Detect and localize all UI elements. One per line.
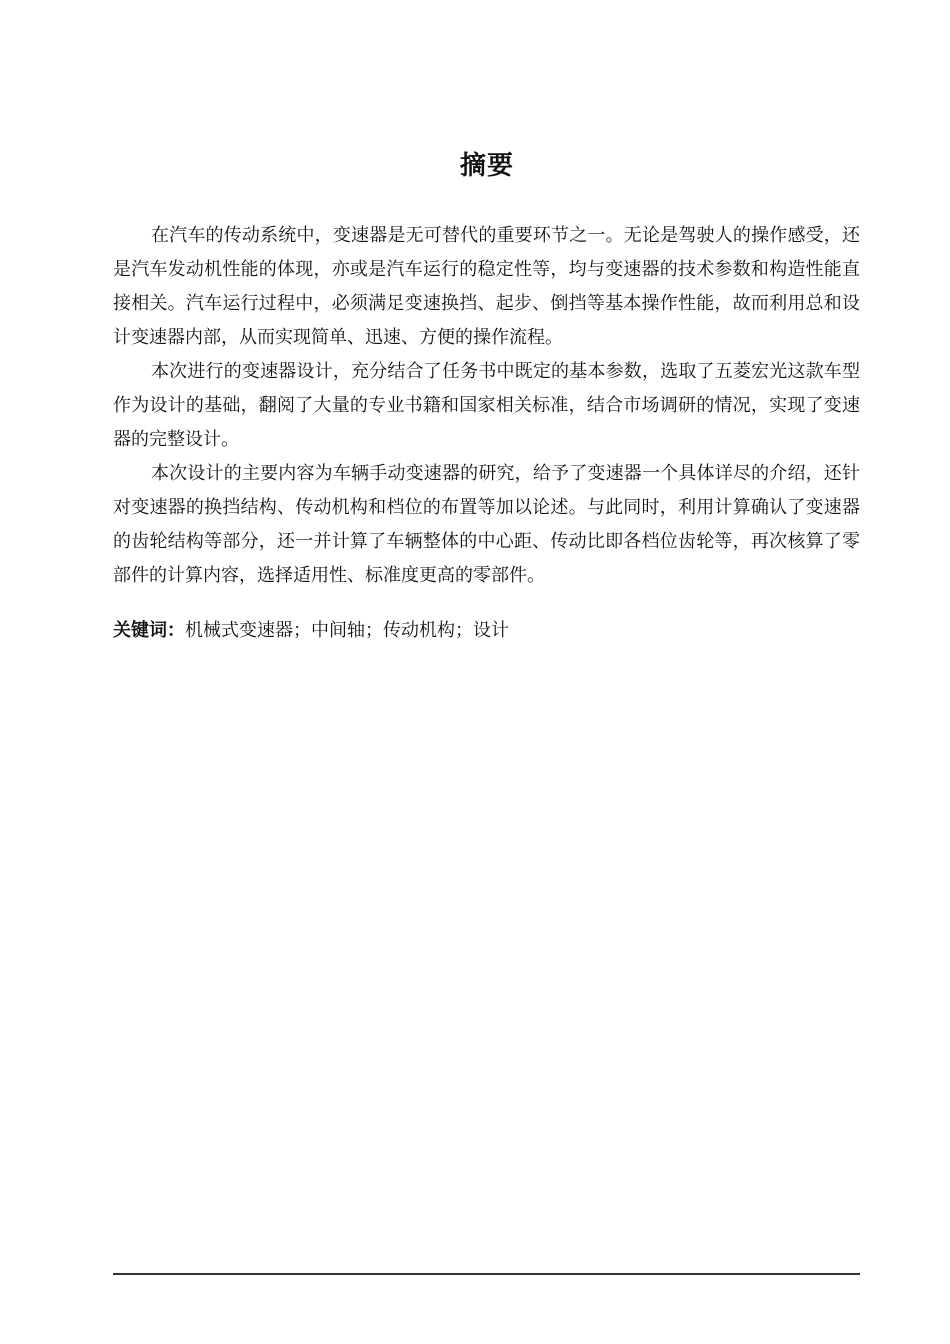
keywords-text: 机械式变速器；中间轴；传动机构；设计 bbox=[185, 620, 509, 641]
keywords-line bbox=[113, 614, 860, 648]
footer-divider bbox=[113, 1273, 860, 1275]
abstract-paragraph-2: 本次进行的变速器设计，充分结合了任务书中既定的基本参数，选取了五菱宏光这款车型作为设计的基础，翻阅了大量的专业书籍和国家相关标准，结合市场调研的情况，实现了变速器的完整设计。 bbox=[113, 361, 860, 450]
abstract-paragraph-3: 本次设计的主要内容为车辆手动变速器的研究，给予了变速器一个具体详尽的介绍，还针对变速器的换挡结构、传动机构和档位的布置等加以论述。与此同时，利用计算确认了变速器的齿轮结构等部分，还一并计算了车辆整体的中心距、传动比即各档位齿轮等，再次核算了零部件的计算内容，选择适用性、标准度更高的零部件。 bbox=[113, 463, 860, 586]
keywords-label: 关键词： bbox=[113, 620, 185, 641]
abstract-paragraph-1: 在汽车的传动系统中，变速器是无可替代的重要环节之一。无论是驾驶人的操作感受，还是汽车发动机性能的体现，亦或是汽车运行的稳定性等，均与变速器的技术参数和构造性能直接相关。汽车运行过程中，必须满足变速换挡、起步、倒挡等基本操作性能，故而利用总和设计变速器内部，从而实现简单、迅速、方便的操作流程。 bbox=[113, 225, 860, 348]
abstract-body bbox=[113, 219, 860, 593]
page-title: 摘要 bbox=[459, 151, 514, 181]
